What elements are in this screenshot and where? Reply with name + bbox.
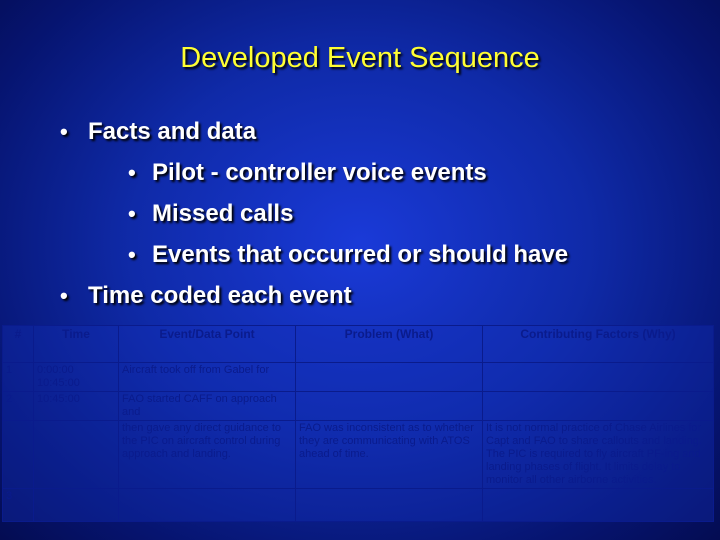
column-header: Event/Data Point: [119, 326, 296, 363]
row-number: 2: [3, 392, 34, 421]
slide-title: Developed Event Sequence: [180, 42, 540, 74]
row-problem: [296, 489, 483, 522]
bullet-dot: •: [60, 119, 68, 144]
row-event: Aircraft took off from Gabel for: [119, 363, 296, 392]
row-factors: [483, 363, 714, 392]
table-row: [3, 392, 714, 421]
column-header: Time: [34, 326, 119, 363]
bullet-text: Events that occurred or should have: [152, 241, 569, 268]
column-header: Contributing Factors (Why): [483, 326, 714, 363]
row-factors: [483, 489, 714, 522]
bullet-text: Missed calls: [152, 200, 294, 227]
row-time: [34, 421, 119, 489]
time-value: 0:00:00: [37, 364, 74, 376]
time-value: 10:45:00: [37, 377, 80, 389]
row-factors: [483, 392, 714, 421]
table-row: [3, 421, 714, 489]
bullet-text: Facts and data: [88, 118, 257, 145]
row-number: 1: [3, 363, 34, 392]
event-table-container: [0, 325, 720, 540]
bullet-dot: •: [128, 160, 136, 185]
row-problem: [296, 392, 483, 421]
row-problem: FAO was inconsistent as to whether they are communicating with ATOS ahead of time.: [296, 421, 483, 489]
row-time: 10:45:00: [34, 392, 119, 421]
table-header-row: [3, 326, 714, 363]
row-event: [119, 489, 296, 522]
row-number: 3: [3, 489, 34, 522]
column-header: #: [3, 326, 34, 363]
row-event: FAO started CAFF on approach and: [119, 392, 296, 421]
column-header: Problem (What): [296, 326, 483, 363]
row-factors: It is not normal practice of Chase Airlines for Capt and FAO to share callouts and landing. The PIC is required to fly aircraft PF-ing and landing phases of flight. It limits delay to monitor all other airborne activities.: [483, 421, 714, 489]
row-event: then gave any direct guidance to the PIC on aircraft control during approach and landing.: [119, 421, 296, 489]
row-time: [34, 489, 119, 522]
table-row: [3, 363, 714, 392]
bullet-text: Pilot - controller voice events: [152, 159, 487, 186]
bullet-dot: •: [128, 242, 136, 267]
bullet-dot: •: [128, 201, 136, 226]
bullet-dot: •: [60, 283, 68, 308]
table-row: [3, 489, 714, 522]
bullet-text: Time coded each event: [88, 282, 352, 309]
event-sequence-table: [2, 325, 714, 522]
row-number: [3, 421, 34, 489]
row-time: [34, 363, 119, 392]
row-problem: [296, 363, 483, 392]
